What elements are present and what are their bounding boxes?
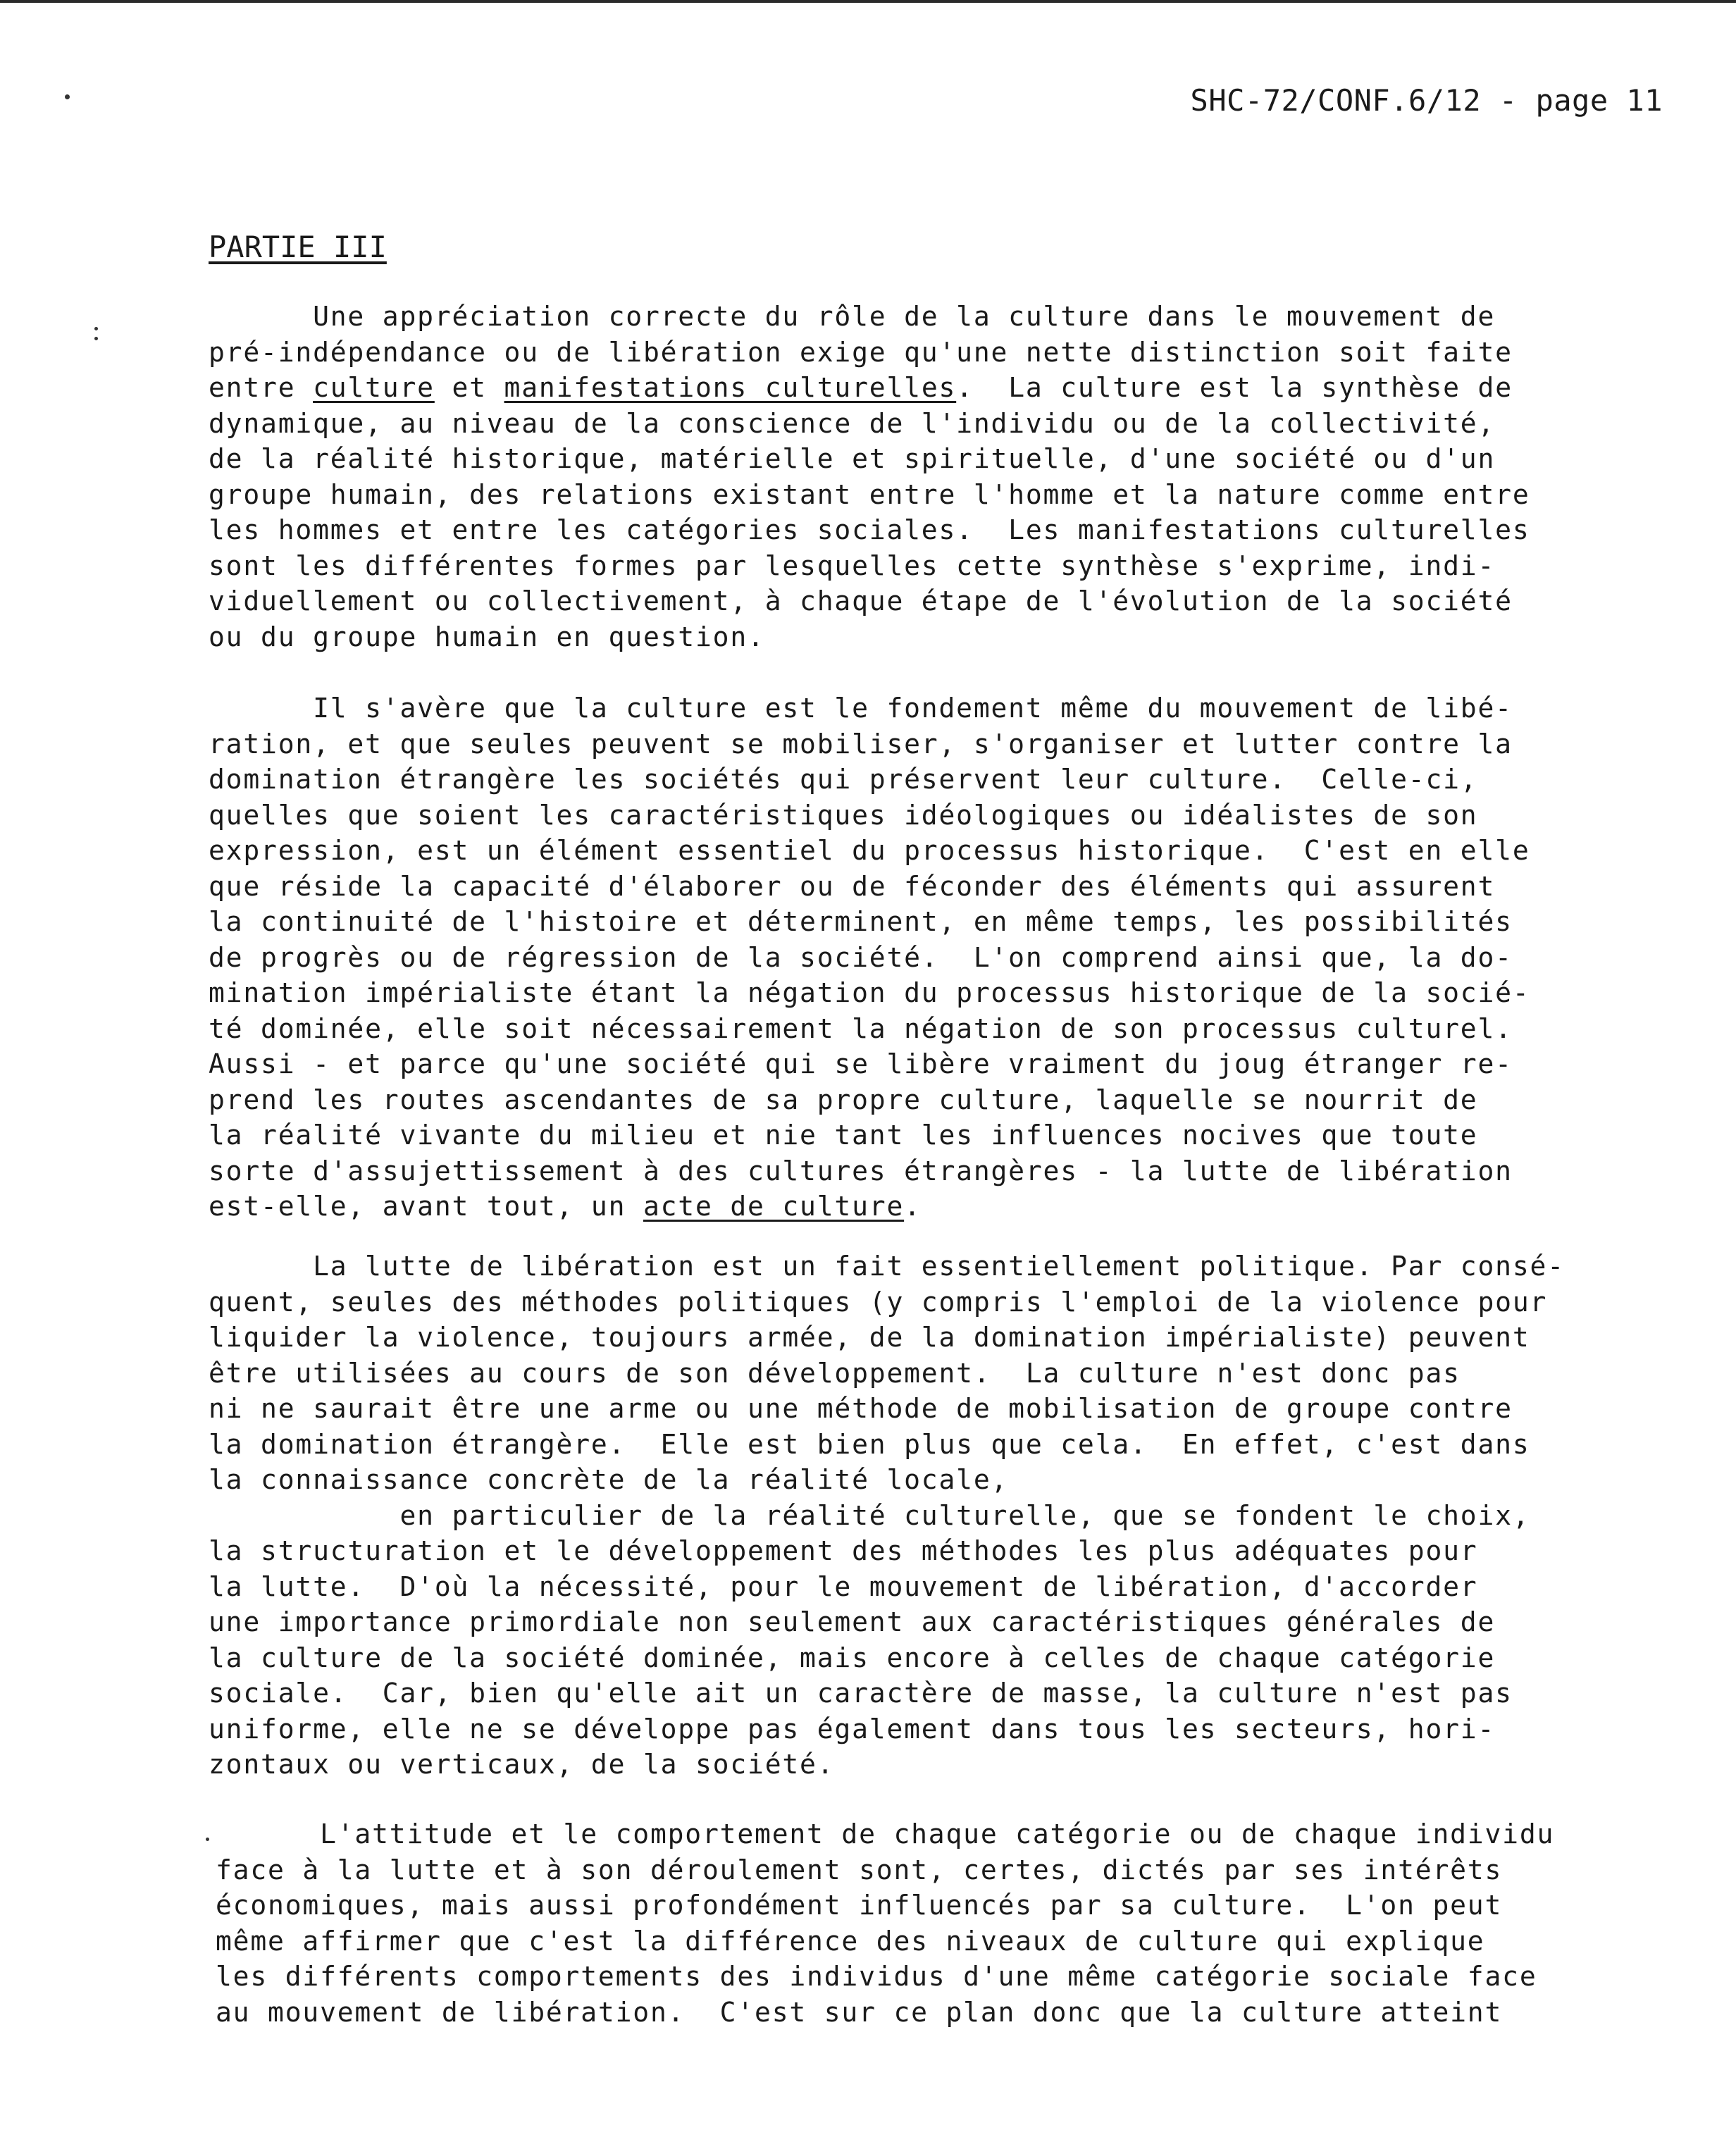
text-line: La lutte de libération est un fait essentiellement politique. Par consé- [209, 1251, 1565, 1282]
text-line: quent, seules des méthodes politiques (y compris l'emploi de la violence pour [209, 1286, 1548, 1318]
text-line: la continuité de l'histoire et déterminent, en même temps, les possibilités [209, 906, 1513, 937]
text-line: ou du groupe humain en question. [209, 621, 765, 652]
paragraph-2 [209, 690, 1530, 1225]
paragraph-4 [216, 1816, 1554, 2030]
text-line: quelles que soient les caractéristiques idéologiques ou idéalistes de son [209, 799, 1478, 831]
text-line: de la réalité historique, matérielle et spirituelle, d'une société ou d'un [209, 443, 1496, 474]
text-line: la structuration et le développement des méthodes les plus adéquates pour [209, 1535, 1478, 1566]
text-line: pré-indépendance ou de libération exige qu'une nette distinction soit faite [209, 336, 1513, 368]
text-line: que réside la capacité d'élaborer ou de féconder des éléments qui assurent [209, 870, 1496, 902]
text-line: dynamique, au niveau de la conscience de l'individu ou de la collectivité, [209, 407, 1496, 439]
text-line: les hommes et entre les catégories sociales. Les manifestations culturelles [209, 514, 1530, 545]
scan-speck [94, 327, 98, 330]
text-line: entre culture et manifestations culturelles. La culture est la synthèse de [209, 372, 1513, 403]
text-line: uniforme, elle ne se développe pas également dans tous les secteurs, hori- [209, 1713, 1496, 1745]
underlined-term: culture [313, 372, 435, 403]
text-line: mination impérialiste étant la négation du processus historique de la socié- [209, 977, 1530, 1008]
paragraph-3 [209, 1249, 1565, 1783]
text-line: en particulier de la réalité culturelle, que se fondent le choix, [209, 1499, 1530, 1531]
scan-speck [206, 1838, 209, 1841]
text-line: Aussi - et parce qu'une société qui se libère vraiment du joug étranger re- [209, 1048, 1513, 1079]
text-line: Il s'avère que la culture est le fondement même du mouvement de libé- [209, 693, 1513, 724]
text-line: groupe humain, des relations existant entre l'homme et la nature comme entre [209, 478, 1530, 510]
text-line: de progrès ou de régression de la société. L'on comprend ainsi que, la do- [209, 941, 1513, 973]
scan-speck [94, 337, 98, 340]
underlined-term: manifestations culturelles [504, 372, 957, 403]
page-top-edge [0, 0, 1736, 3]
scan-speck [65, 94, 70, 99]
text-line: zontaux ou verticaux, de la société. [209, 1749, 835, 1780]
text-line: viduellement ou collectivement, à chaque étape de l'évolution de la société [209, 586, 1513, 617]
text-line: au mouvement de libération. C'est sur ce plan donc que la culture atteint [216, 1996, 1503, 2028]
text-line: est-elle, avant tout, un acte de culture. [209, 1191, 922, 1222]
text-line: la lutte. D'où la nécessité, pour le mouvement de libération, d'accorder [209, 1570, 1478, 1602]
text-line: liquider la violence, toujours armée, de la domination impérialiste) peuvent [209, 1322, 1530, 1353]
text-line: Une appréciation correcte du rôle de la culture dans le mouvement de [209, 301, 1496, 332]
text-line: prend les routes ascendantes de sa propre culture, laquelle se nourrit de [209, 1084, 1478, 1115]
section-title: PARTIE III [209, 230, 387, 264]
text-line: sorte d'assujettissement à des cultures étrangères - la lutte de libération [209, 1155, 1513, 1187]
text-line: même affirmer que c'est la différence des niveaux de culture qui explique [216, 1925, 1485, 1957]
paragraph-1 [209, 299, 1530, 655]
text-line: les différents comportements des individus d'une même catégorie sociale face [216, 1961, 1537, 1992]
text-line: économiques, mais aussi profondément influencés par sa culture. L'on peut [216, 1890, 1503, 1921]
text-line: té dominée, elle soit nécessairement la négation de son processus culturel. [209, 1012, 1513, 1044]
underlined-term: acte de culture [643, 1191, 905, 1222]
text-line: la culture de la société dominée, mais encore à celles de chaque catégorie [209, 1642, 1496, 1673]
text-line: domination étrangère les sociétés qui préservent leur culture. Celle-ci, [209, 764, 1478, 795]
text-line: ni ne saurait être une arme ou une méthode de mobilisation de groupe contre [209, 1393, 1513, 1424]
text-line: ration, et que seules peuvent se mobiliser, s'organiser et lutter contre la [209, 728, 1513, 760]
text-line: être utilisées au cours de son développement. La culture n'est donc pas [209, 1357, 1461, 1389]
text-line: la connaissance concrète de la réalité locale, [209, 1464, 1009, 1495]
text-line: face à la lutte et à son déroulement sont, certes, dictés par ses intérêts [216, 1854, 1503, 1885]
text-line: la réalité vivante du milieu et nie tant les influences nocives que toute [209, 1120, 1478, 1151]
text-line: la domination étrangère. Elle est bien plus que cela. En effet, c'est dans [209, 1428, 1530, 1460]
text-line: expression, est un élément essentiel du processus historique. C'est en elle [209, 835, 1530, 866]
text-line: sociale. Car, bien qu'elle ait un caractère de masse, la culture n'est pas [209, 1678, 1513, 1709]
text-line: sont les différentes formes par lesquelles cette synthèse s'exprime, indi- [209, 550, 1496, 581]
document-reference: SHC-72/CONF.6/12 - page 11 [1190, 83, 1663, 118]
text-line: L'attitude et le comportement de chaque catégorie ou de chaque individu [216, 1819, 1555, 1850]
text-line: une importance primordiale non seulement aux caractéristiques générales de [209, 1606, 1496, 1637]
